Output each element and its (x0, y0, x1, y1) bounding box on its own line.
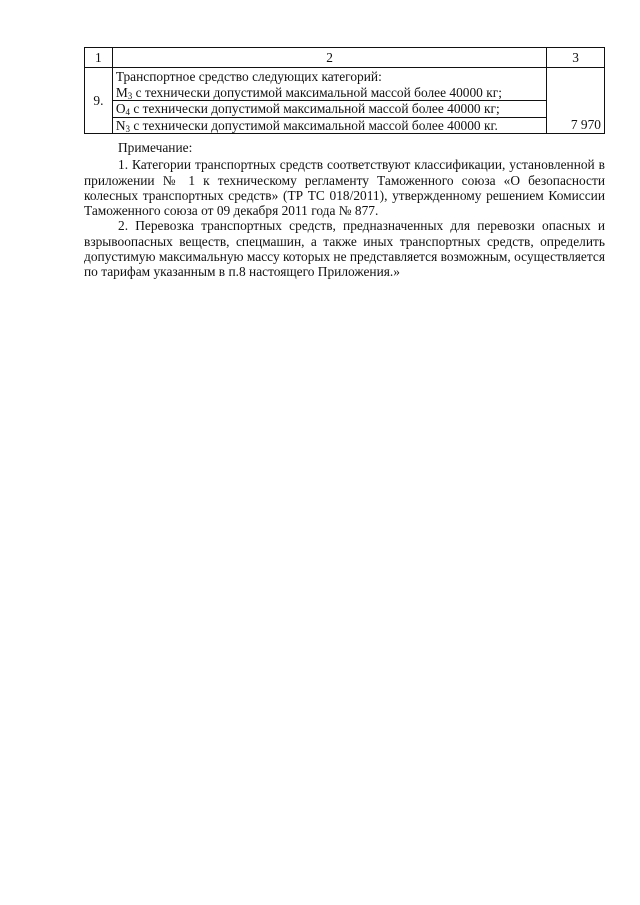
header-col-1: 1 (85, 48, 113, 68)
table-row (85, 68, 605, 134)
category-item: $M_3$ с технически допустимой максимальной массой более 40000 кг; (115, 84, 502, 101)
row-description (112, 68, 546, 134)
category-item: $O_4$ с технически допустимой максимальной массой более 40000 кг; (113, 100, 546, 117)
notes-heading: Примечание: (118, 140, 193, 155)
row-rate: 7 970 (547, 68, 605, 134)
table-header-row (85, 48, 605, 68)
header-col-2: 2 (112, 48, 546, 68)
notes-section (84, 140, 605, 280)
row-number: 9. (85, 68, 113, 134)
row-title: Транспортное средство следующих категорий: (115, 69, 382, 84)
tariff-table (84, 47, 605, 134)
note-paragraph-1: 1. Категории транспортных средств соответствуют классификации, установленной в приложении № 1 к техническому регламенту Таможенного союза «О безопасности колесных транспортных средств» (ТР ТС 018/2011), утвержденному решением Комиссии Таможенного союза от 09 декабря 2011 года № 877. (84, 157, 605, 219)
header-col-3: 3 (547, 48, 605, 68)
note-paragraph-2: 2. Перевозка транспортных средств, предназначенных для перевозки опасных и взрывоопасных веществ, спецмашин, а также иных транспортных средств, определить допустимую максимальную массу которых не представляется возможным, осуществляется по тарифам указанным в п.8 настоящего Приложения.» (84, 218, 605, 280)
category-item: $N_3$ с технически допустимой максимальной массой более 40000 кг. (113, 117, 546, 134)
